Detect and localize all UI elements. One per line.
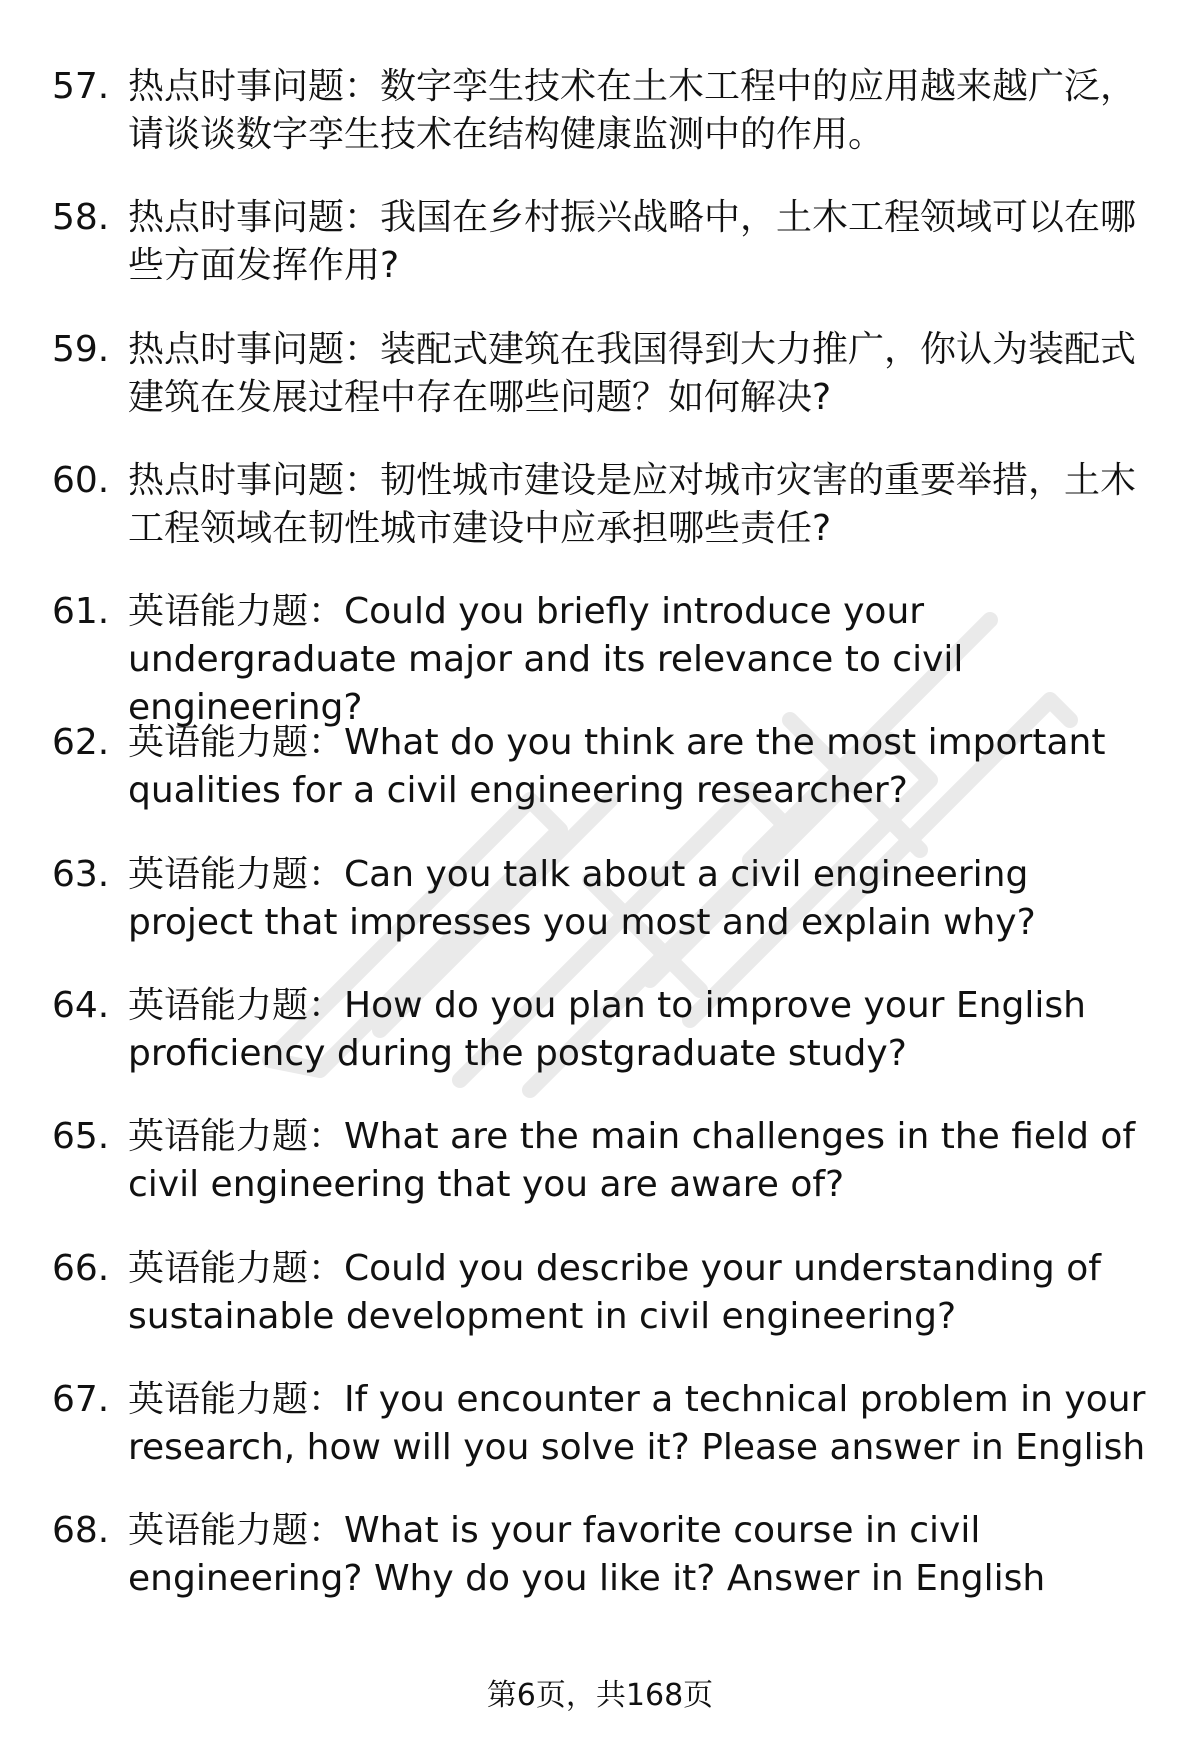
question-item [0,1105,1200,1236]
question-list [0,55,1200,1631]
question-text-block [128,1376,1158,1472]
question-item [0,843,1200,974]
question-text: If you encounter a technical problem in your research, how will you solve it? Please answer in English [128,1378,1146,1468]
question-category: 英语能力题： [128,1378,345,1420]
question-item [0,974,1200,1105]
question-text: How do you plan to improve your English proficiency during the postgraduate study? [128,985,1086,1075]
question-item [0,711,1200,842]
question-item [0,186,1200,317]
question-text: Could you briefly introduce your undergraduate major and its relevance to civil engineering? [128,591,964,729]
question-item [0,449,1200,580]
question-text-block [128,719,1158,815]
question-number: 66. [52,1247,110,1289]
question-text: 韧性城市建设是应对城市灾害的重要举措，土木工程领域在韧性城市建设中应承担哪些责任? [128,459,1137,549]
question-text: What is your favorite course in civil engineering? Why do you like it? Answer in English [128,1510,1046,1600]
question-text-block [128,326,1158,422]
question-text: 数字孪生技术在土木工程中的应用越来越广泛，请谈谈数字孪生技术在结构健康监测中的作用。 [128,66,1137,155]
question-number: 68. [52,1510,110,1552]
question-number: 63. [52,853,110,895]
question-text: What are the main challenges in the field of civil engineering that you are aware of? [128,1116,1136,1206]
question-item [0,318,1200,449]
question-text: 装配式建筑在我国得到大力推广，你认为装配式建筑在发展过程中存在哪些问题？如何解决? [128,328,1137,418]
question-text: Could you describe your understanding of sustainable development in civil engineering? [128,1247,1101,1337]
question-text-block [128,457,1158,553]
question-item [0,1237,1200,1368]
question-category: 英语能力题： [128,1116,345,1158]
question-number: 60. [52,459,110,501]
page-footer: 第6页，共168页 [486,1678,714,1713]
question-number: 67. [52,1378,110,1420]
question-text-block [128,1507,1158,1603]
question-category: 英语能力题： [128,591,345,633]
question-text-block [128,851,1158,947]
question-number: 65. [52,1116,110,1158]
question-text: Can you talk about a civil engineering project that impresses you most and explain why? [128,853,1036,943]
question-category: 英语能力题： [128,1247,345,1289]
question-text-block [128,982,1158,1078]
question-category: 英语能力题： [128,1510,345,1552]
question-number: 58. [52,197,110,239]
question-number: 64. [52,985,110,1027]
question-item [0,55,1200,186]
question-text: What do you think are the most important qualities for a civil engineering researcher? [128,722,1106,812]
question-number: 59. [52,328,110,370]
question-text-block [128,1245,1158,1341]
question-item [0,1499,1200,1630]
question-category: 热点时事问题： [128,197,381,239]
question-number: 62. [52,722,110,764]
question-item [0,580,1200,729]
question-category: 热点时事问题： [128,66,381,107]
question-text-block [128,194,1158,290]
question-text: 我国在乡村振兴战略中，土木工程领域可以在哪些方面发挥作用? [128,197,1137,287]
question-text-block [128,63,1158,159]
question-text-block [128,1113,1158,1209]
question-item [0,1368,1200,1499]
question-number: 61. [52,591,110,633]
question-category: 英语能力题： [128,722,345,764]
question-category: 英语能力题： [128,853,345,895]
question-category: 热点时事问题： [128,459,381,501]
question-category: 英语能力题： [128,985,345,1027]
question-category: 热点时事问题： [128,328,381,370]
question-number: 57. [52,66,110,107]
